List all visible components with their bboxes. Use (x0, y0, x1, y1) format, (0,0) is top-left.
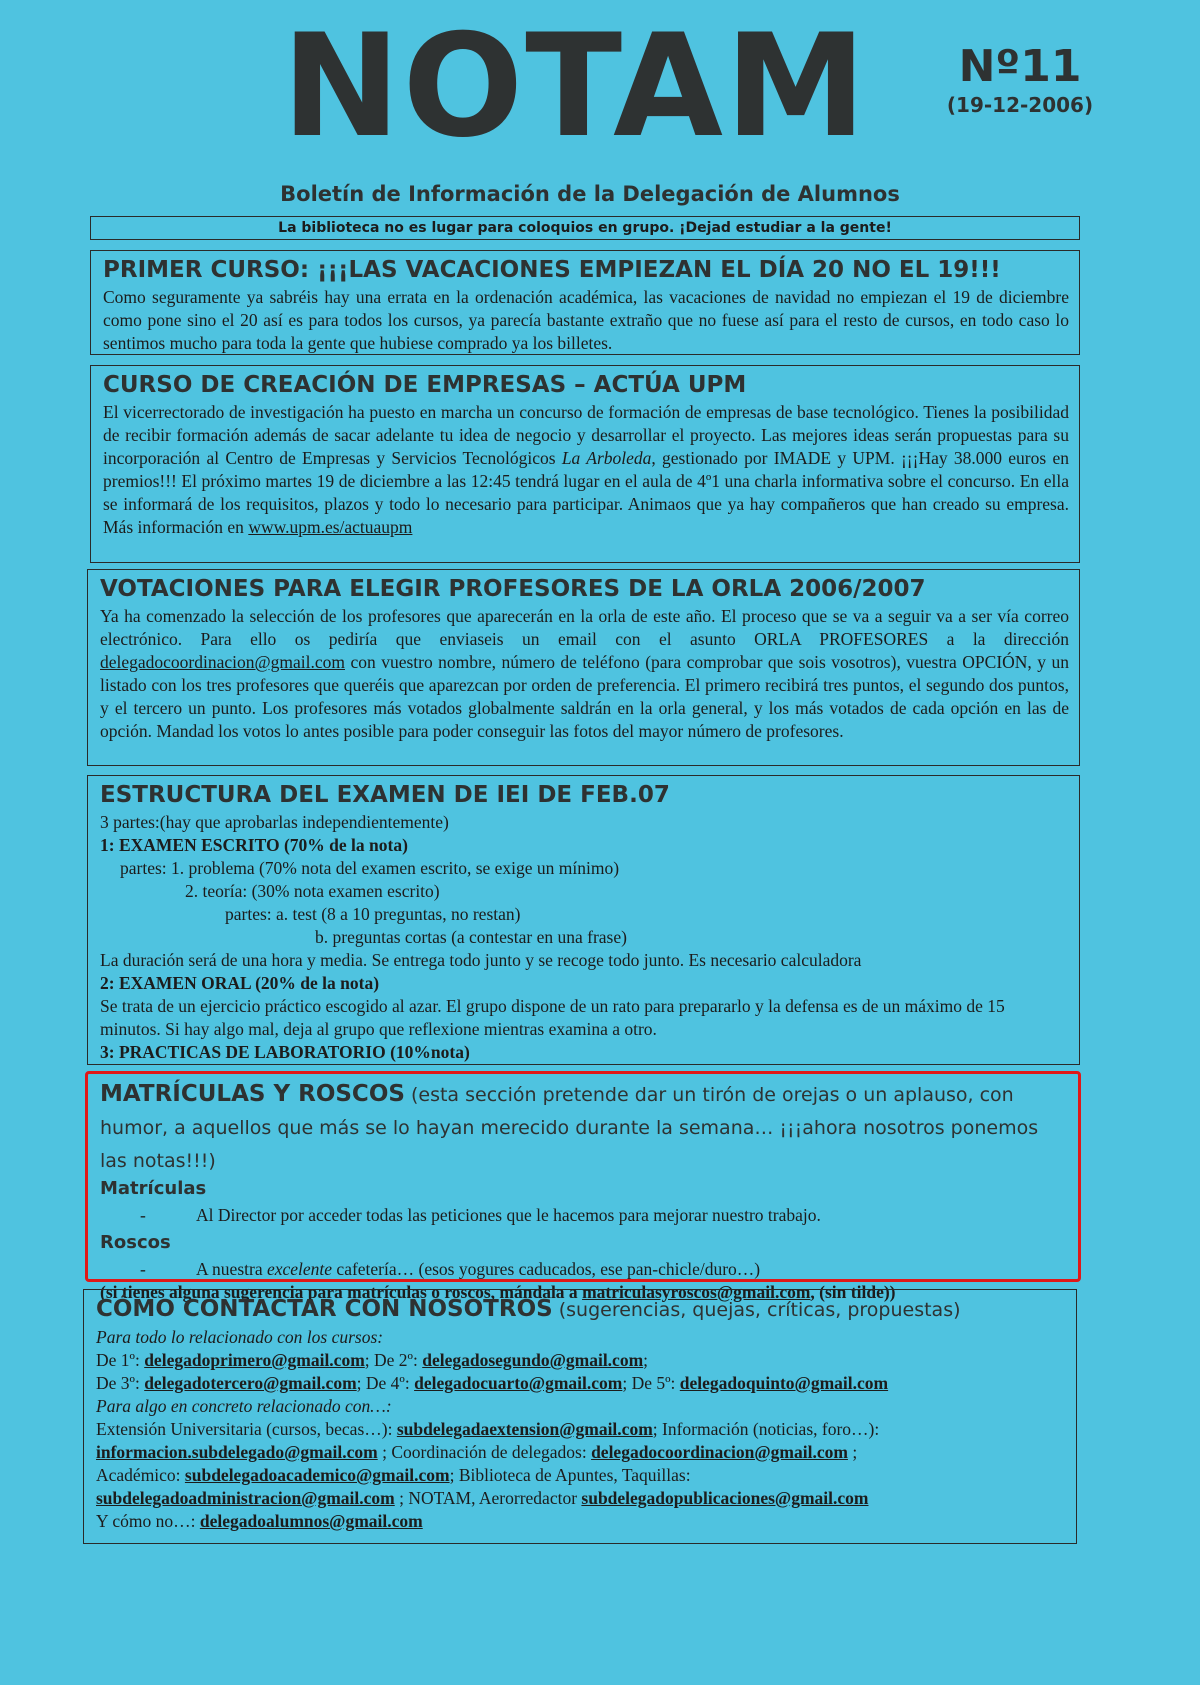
email-link[interactable]: delegadotercero@gmail.com (144, 1373, 357, 1393)
section-title: CÓMO CONTACTAR CON NOSOTROS (sugerencias, quejas, críticas, propuestas) (96, 1296, 961, 1322)
section-aside: (sugerencias, quejas, críticas, propuestas) (552, 1299, 961, 1321)
section-title: VOTACIONES PARA ELEGIR PROFESORES DE LA ORLA 2006/2007 (100, 576, 926, 602)
section-body: Ya ha comenzado la selección de los profesores que aparecerán en la orla de este año. El proceso que se va a seguir va a ser vía correo electrónico. Para ello os pediría que enviaseis un email con el asunto ORLA PROFESORES a la dirección delegadocoordinacion@gmail.com con vuestro nombre, número de teléfono (para comprobar que sois vosotros), vuestra OPCIÓN, y un listado con los tres profesores que queréis que aparezcan por orden de preferencia. El primero recibirá tres puntos, el segundo dos puntos, y el tercero un punto. Los profesores más votados globalmente saldrán en la orla general, y los más votados de cada opción en las de opción. Mandad los votos lo antes posible para poder conseguir las fotos del mayor número de profesores. (100, 606, 1069, 741)
section-primer-curso (90, 250, 1080, 355)
exam-part-3: 3: PRACTICAS DE LABORATORIO (10%nota) (100, 1042, 470, 1062)
coordination-email-link[interactable]: delegadocoordinacion@gmail.com (100, 652, 345, 672)
email-link[interactable]: delegadosegundo@gmail.com (422, 1350, 644, 1370)
specific-label: Para algo en concreto relacionado con…: (96, 1396, 392, 1416)
section-contacto (83, 1289, 1077, 1544)
section-aside: (esta sección pretende dar un tirón de orejas o un aplauso, con humor, a aquellos que más se lo hayan merecido durante la semana… ¡¡¡ahora nosotros ponemos las notas!!!) (100, 1084, 1039, 1172)
issue-number: Nº11 (958, 41, 1082, 92)
email-link[interactable]: delegadoprimero@gmail.com (144, 1350, 365, 1370)
email-link[interactable]: informacion.subdelegado@gmail.com (96, 1442, 378, 1462)
newsletter-title: NOTAM (281, 4, 869, 169)
section-title: CURSO DE CREACIÓN DE EMPRESAS – ACTÚA UPM (103, 372, 747, 398)
email-link[interactable]: delegadoquinto@gmail.com (679, 1373, 889, 1393)
exam-part-2: 2: EXAMEN ORAL (20% de la nota) (100, 973, 380, 993)
contact-line: Académico: subdelegadoacademico@gmail.com; Biblioteca de Apuntes, Taquillas: (96, 1465, 691, 1485)
section-creacion-empresas (90, 365, 1080, 563)
issue-block (935, 42, 1105, 118)
place-name: La Arboleda (561, 448, 652, 468)
matriculas-label: Matrículas (100, 1178, 207, 1199)
exam-line: La duración será de una hora y media. Se entrega todo junto y se recoge todo junto. Es necesario calculadora (100, 950, 862, 970)
actuaupm-link[interactable]: www.upm.es/actuaupm (248, 517, 413, 537)
email-link[interactable]: subdelegadaextension@gmail.com (396, 1419, 653, 1439)
roscos-item: - A nuestra excelente cafetería… (esos yogures caducados, ese pan-chicle/duro…) (140, 1259, 761, 1279)
exam-line: 2. teoría: (30% nota examen escrito) (185, 881, 440, 901)
exam-line: partes: 1. problema (70% nota del examen escrito, se exige un mínimo) (120, 858, 620, 878)
exam-line: b. preguntas cortas (a contestar en una frase) (315, 927, 627, 947)
exam-line: Se trata de un ejercicio práctico escogido al azar. El grupo dispone de un rato para prepararlo y la defensa es de un máximo de 15 minutos. Si hay algo mal, deja al grupo que reflexione mientras examina a otro. (100, 996, 1005, 1039)
section-estructura-examen (87, 775, 1080, 1065)
matriculas-item: - Al Director por acceder todas las peticiones que le hacemos para mejorar nuestro trabajo. (140, 1205, 821, 1225)
email-link[interactable]: subdelegadopublicaciones@gmail.com (581, 1488, 869, 1508)
issue-date: (19-12-2006) (946, 93, 1094, 117)
section-body: Como seguramente ya sabréis hay una errata en la ordenación académica, las vacaciones de navidad no empiezan el 19 de diciembre como pone sino el 20 así es para todos los cursos, ya parecía bastante extraño que no fuese así para el resto de cursos, en todo caso lo sentimos mucho para toda la gente que hubiese comprado ya los billetes. (103, 287, 1069, 353)
email-link[interactable]: subdelegadoadministracion@gmail.com (96, 1488, 395, 1508)
email-link[interactable]: delegadocoordinacion@gmail.com (591, 1442, 848, 1462)
notice-banner: La biblioteca no es lugar para coloquios en grupo. ¡Dejad estudiar a la gente! (90, 216, 1080, 240)
contact-line: Y cómo no…: delegadoalumnos@gmail.com (96, 1511, 423, 1531)
subtitle: Boletín de Información de la Delegación de Alumnos (280, 182, 900, 206)
contact-line: De 1º: delegadoprimero@gmail.com; De 2º: delegadosegundo@gmail.com; (96, 1350, 649, 1370)
contact-line: Extensión Universitaria (cursos, becas…): subdelegadaextension@gmail.com; Información (noticias, foro…): (96, 1419, 880, 1439)
email-link[interactable]: subdelegadoacademico@gmail.com (184, 1465, 450, 1485)
roscos-label: Roscos (100, 1232, 171, 1253)
email-link[interactable]: delegadoalumnos@gmail.com (199, 1511, 423, 1531)
exam-part-1: 1: EXAMEN ESCRITO (70% de la nota) (100, 835, 408, 855)
email-link[interactable]: delegadocuarto@gmail.com (414, 1373, 623, 1393)
section-votaciones-orla (87, 569, 1080, 766)
section-matriculas-roscos (85, 1071, 1081, 1302)
matriculas-email-link[interactable]: matriculasyroscos@gmail.com (582, 1282, 811, 1302)
section-title: PRIMER CURSO: ¡¡¡LAS VACACIONES EMPIEZAN EL DÍA 20 NO EL 19!!! (103, 257, 1001, 283)
suggestion-footer: (si tienes alguna sugerencia para matrículas o roscos, mándala a matriculasyroscos@gmail.com, (sin tilde)) (100, 1282, 896, 1302)
contact-line: De 3º: delegadotercero@gmail.com; De 4º: delegadocuarto@gmail.com; De 5º: delegadoquinto@gmail.com (96, 1373, 889, 1393)
section-title: MATRÍCULAS Y ROSCOS (esta sección pretende dar un tirón de orejas o un aplauso, con humor, a aquellos que más se lo hayan merecido durante la semana… ¡¡¡ahora nosotros ponemos las notas!!!) (100, 1081, 1039, 1172)
section-body: El vicerrectorado de investigación ha puesto en marcha un concurso de formación de empresas de base tecnológico. Tienes la posibilidad de recibir formación además de sacar adelante tu idea de negocio y desarrollar el proyecto. Las mejores ideas serán propuestas para su incorporación al Centro de Empresas y Servicios Tecnológicos La Arboleda, gestionado por IMADE y UPM. ¡¡¡Hay 38.000 euros en premios!!! El próximo martes 19 de diciembre a las 12:45 tendrá lugar en el aula de 4º1 una charla informativa sobre el concurso. En ella se informará de los requisitos, plazos y todo lo necesario para participar. Animaos que ya hay compañeros que han creado su empresa. Más información en www.upm.es/actuaupm (103, 402, 1069, 537)
section-title: ESTRUCTURA DEL EXAMEN DE IEI DE FEB.07 (100, 782, 670, 808)
exam-line: partes: a. test (8 a 10 preguntas, no restan) (225, 904, 521, 924)
masthead (0, 0, 1200, 215)
exam-intro: 3 partes:(hay que aprobarlas independientemente) (100, 812, 449, 832)
courses-label: Para todo lo relacionado con los cursos: (96, 1327, 384, 1347)
contact-line: informacion.subdelegado@gmail.com ; Coordinación de delegados: delegadocoordinacion@gmail.com ; (96, 1442, 858, 1462)
contact-line: subdelegadoadministracion@gmail.com ; NOTAM, Aerorredactor subdelegadopublicaciones@gmail.com (96, 1488, 869, 1508)
